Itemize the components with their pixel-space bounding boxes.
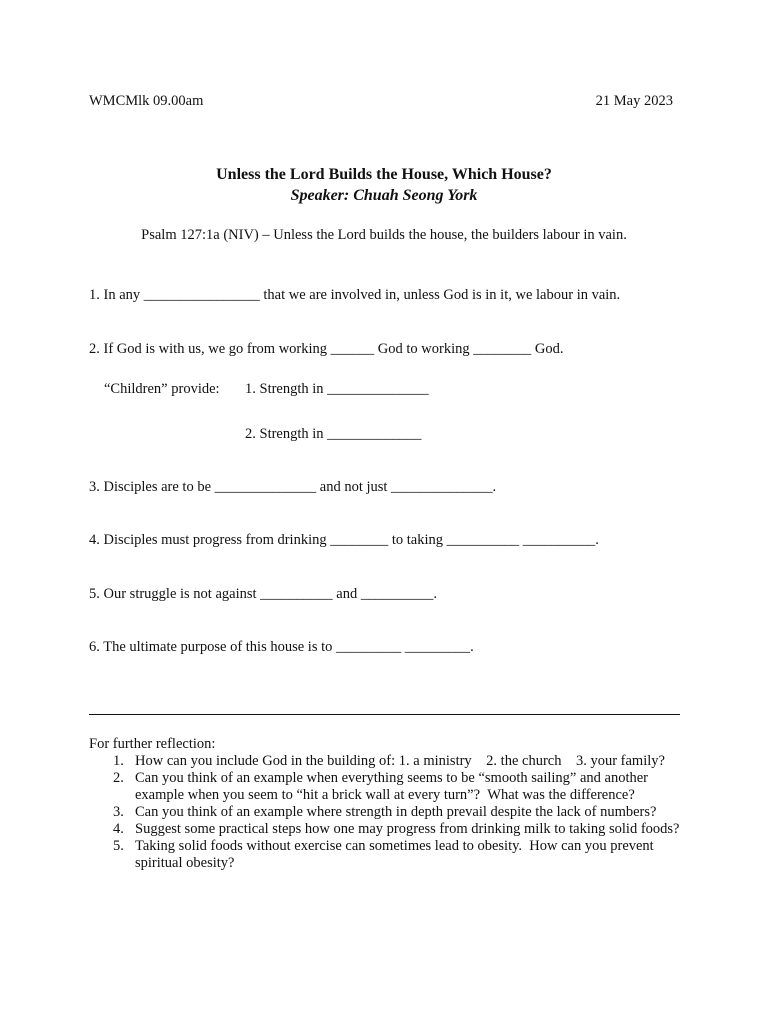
- reflection-item-text: How can you include God in the building of: 1. a ministry 2. the church 3. your family?: [135, 753, 665, 769]
- reflection-item-number: 4.: [113, 821, 124, 837]
- date-label: 21 May 2023: [595, 93, 673, 109]
- scripture-reference: Psalm 127:1a (NIV) – Unless the Lord builds the house, the builders labour in vain.: [141, 227, 627, 243]
- reflection-item: [89, 838, 681, 872]
- reflection-item-number: 2.: [113, 770, 124, 786]
- section-divider: [89, 714, 680, 715]
- point-6: 6. The ultimate purpose of this house is to _________ _________.: [89, 639, 474, 655]
- service-label: WMCMlk 09.00am: [89, 93, 204, 109]
- reflection-item: [89, 804, 681, 821]
- point-5: 5. Our struggle is not against __________ and __________.: [89, 586, 437, 602]
- reflection-item-text: Taking solid foods without exercise can sometimes lead to obesity. How can you prevent spiritual obesity?: [135, 838, 654, 871]
- reflection-item-number: 1.: [113, 753, 124, 769]
- reflection-item: [89, 821, 681, 838]
- point-4: 4. Disciples must progress from drinking ________ to taking __________ __________.: [89, 532, 599, 548]
- point-2: 2. If God is with us, we go from working ______ God to working ________ God.: [89, 341, 564, 357]
- reflection-item-number: 3.: [113, 804, 124, 820]
- children-label: “Children” provide:: [104, 381, 220, 397]
- reflection-item-text: Can you think of an example when everything seems to be “smooth sailing” and another example when you seem to “hit a brick wall at every turn”? What was the difference?: [135, 770, 649, 803]
- reflection-item-text: Can you think of an example where strength in depth prevail despite the lack of numbers?: [135, 804, 657, 820]
- reflection-item-number: 5.: [113, 838, 124, 854]
- reflection-heading: For further reflection:: [89, 736, 216, 752]
- speaker-line: Speaker: Chuah Seong York: [290, 187, 478, 204]
- reflection-item: [89, 753, 681, 770]
- sermon-title: Unless the Lord Builds the House, Which House?: [216, 166, 552, 183]
- point-1: 1. In any ________________ that we are involved in, unless God is in it, we labour in vain.: [89, 287, 621, 303]
- children-item-1: 1. Strength in ______________: [245, 381, 429, 397]
- reflection-item: [89, 770, 681, 804]
- point-3: 3. Disciples are to be ______________ and not just ______________.: [89, 479, 497, 495]
- reflection-section: [89, 736, 681, 872]
- reflection-item-text: Suggest some practical steps how one may progress from drinking milk to taking solid foods?: [135, 821, 680, 837]
- children-item-2: 2. Strength in _____________: [245, 426, 422, 442]
